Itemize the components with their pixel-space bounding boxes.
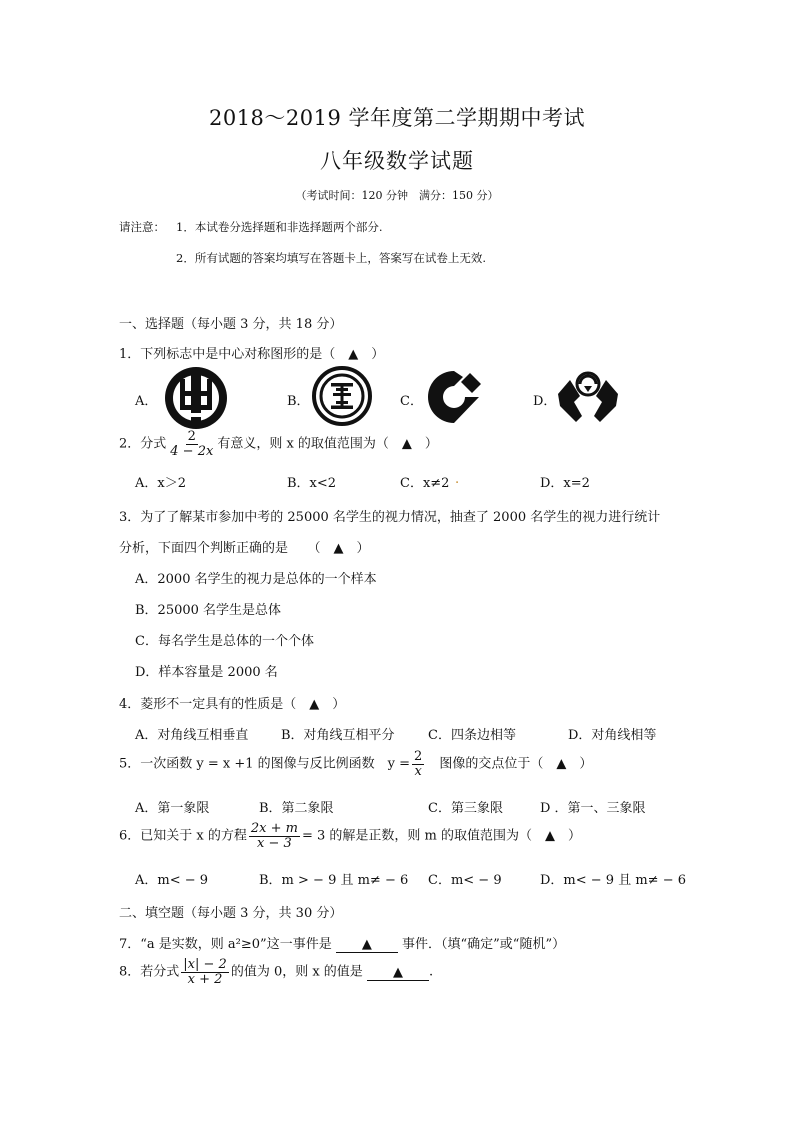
section-1-heading: 一、选择题（每小题 3 分，共 18 分） bbox=[119, 317, 343, 332]
q8-mid: 的值为 0，则 x 的值是 bbox=[230, 964, 363, 980]
q8-fraction-den: x + 2 bbox=[187, 971, 223, 987]
q5-pre: 5．一次函数 y = x +1 的图像与反比例函数 y = bbox=[119, 756, 411, 772]
q5-option-b: B．第二象限 bbox=[259, 801, 334, 816]
q6-fraction-num: 2x + m bbox=[250, 821, 298, 836]
q3-option-d: D．样本容量是 2000 名 bbox=[135, 665, 278, 680]
q4-option-c: C．四条边相等 bbox=[428, 728, 516, 743]
q5-option-d: D ．第一、三象限 bbox=[540, 801, 646, 816]
q8-stem bbox=[119, 958, 433, 986]
logo-c-bank-icon bbox=[425, 369, 483, 425]
q8-fraction-num: |x| − 2 bbox=[183, 957, 227, 972]
q6-stem bbox=[119, 822, 581, 850]
q5-fraction-den: x bbox=[414, 763, 422, 779]
q6-fraction bbox=[249, 822, 300, 850]
logo-b-bank-icon bbox=[312, 366, 372, 426]
q1-option-a-label: A． bbox=[135, 394, 158, 409]
q1-option-c-label: C． bbox=[400, 394, 423, 409]
q2-stray-mark: . bbox=[455, 472, 460, 487]
q6-option-d: D．m< − 9 且 m≠ − 6 bbox=[540, 873, 686, 888]
q7-answer-blank: ▲ bbox=[336, 937, 398, 953]
q6-post: = 3 的解是正数，则 m 的取值范围为（ ▲ ） bbox=[301, 828, 581, 844]
q5-fraction-num: 2 bbox=[414, 749, 423, 764]
q3-option-c: C．每名学生是总体的一个个体 bbox=[135, 634, 314, 649]
q3-option-a: A．2000 名学生的视力是总体的一个样本 bbox=[135, 572, 377, 587]
q2-fraction-den: 4 − 2x bbox=[170, 443, 214, 459]
q3-stem-line2: 分析，下面四个判断正确的是 （ ▲ ） bbox=[119, 541, 370, 556]
q7-stem bbox=[119, 933, 565, 953]
q7-pre: 7．“a 是实数，则 a²≥0”这一事件是 bbox=[119, 937, 332, 952]
q3-stem-line1: 3．为了了解某市参加中考的 25000 名学生的视力情况，抽查了 2000 名学生的视力进行统计 bbox=[119, 510, 661, 525]
logo-d-bank-icon bbox=[556, 370, 620, 424]
q4-option-d: D．对角线相等 bbox=[568, 728, 657, 743]
q4-stem: 4．菱形不一定具有的性质是（ ▲ ） bbox=[119, 697, 346, 712]
q2-option-a: A．x＞2 bbox=[135, 476, 186, 491]
q6-pre: 6．已知关于 x 的方程 bbox=[119, 828, 247, 844]
q6-option-b: B．m > − 9 且 m≠ − 6 bbox=[259, 873, 409, 888]
section-2-heading: 二、填空题（每小题 3 分，共 30 分） bbox=[119, 906, 343, 921]
q2-option-b: B．x<2 bbox=[287, 476, 337, 491]
q2-fraction bbox=[168, 430, 215, 458]
q6-option-a: A．m< − 9 bbox=[135, 873, 209, 888]
q1-option-b-label: B． bbox=[287, 394, 310, 409]
q8-fraction bbox=[181, 958, 229, 986]
q2-fraction-num: 2 bbox=[187, 429, 196, 444]
note-prefix: 请注意： bbox=[119, 220, 165, 234]
q5-option-a: A．第一象限 bbox=[135, 801, 210, 816]
q2-option-c: C．x≠2 bbox=[400, 476, 450, 491]
q2-pre: 2．分式 bbox=[119, 436, 167, 452]
exam-subtitle: 八年级数学试题 bbox=[320, 149, 474, 173]
exam-info: （考试时间：120 分钟 满分：150 分） bbox=[295, 189, 499, 202]
q5-option-c: C．第三象限 bbox=[428, 801, 503, 816]
q2-option-d: D．x=2 bbox=[540, 476, 590, 491]
q8-pre: 8．若分式 bbox=[119, 964, 180, 980]
q2-stem bbox=[119, 430, 438, 458]
note-1: 1．本试卷分选择题和非选择题两个部分. bbox=[176, 220, 383, 234]
logo-a-bank-icon bbox=[163, 365, 229, 431]
q1-option-d-label: D． bbox=[533, 394, 557, 409]
q5-stem bbox=[119, 750, 592, 778]
q8-end: . bbox=[428, 964, 434, 980]
q4-option-b: B．对角线互相平分 bbox=[281, 728, 395, 743]
q6-fraction-den: x − 3 bbox=[257, 835, 292, 851]
q5-fraction bbox=[412, 750, 424, 778]
q8-answer-blank: ▲ bbox=[367, 965, 429, 981]
q5-post: 图像的交点位于（ ▲ ） bbox=[426, 756, 593, 772]
q1-stem: 1．下列标志中是中心对称图形的是（ ▲ ） bbox=[119, 347, 385, 362]
q7-post: 事件．（填“确定”或“随机”） bbox=[402, 937, 566, 952]
note-2: 2．所有试题的答案均填写在答题卡上，答案写在试卷上无效. bbox=[176, 251, 486, 265]
exam-title: 2018～2019 学年度第二学期期中考试 bbox=[208, 106, 586, 130]
q4-option-a: A．对角线互相垂直 bbox=[135, 728, 249, 743]
q6-option-c: C．m< − 9 bbox=[428, 873, 502, 888]
q2-post: 有意义，则 x 的取值范围为（ ▲ ） bbox=[217, 436, 438, 452]
q3-option-b: B．25000 名学生是总体 bbox=[135, 603, 282, 618]
